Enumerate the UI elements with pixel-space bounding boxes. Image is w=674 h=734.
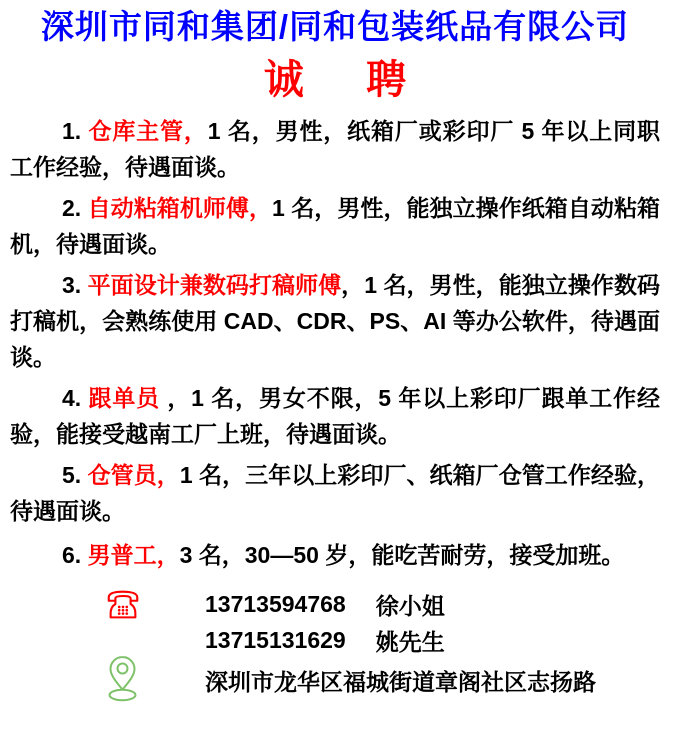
job-title: 平面设计兼数码打稿师傅: [87, 272, 342, 298]
job-item-3: [10, 267, 660, 375]
job-title: 跟单员: [88, 385, 161, 411]
contact-person: 徐小姐: [375, 592, 445, 619]
job-list: [10, 113, 660, 573]
address-text: 深圳市龙华区福城街道章阁社区志扬路: [205, 668, 596, 695]
address-block: [10, 658, 660, 708]
job-number: 6.: [62, 542, 88, 568]
contact-person: 姚先生: [375, 628, 445, 655]
job-description: 1 名，男性，能独立操作纸箱自动粘箱机，待遇面谈。: [10, 195, 661, 257]
recruiting-heading: 诚 聘: [263, 58, 407, 102]
phone-number: 13713594768: [205, 590, 346, 617]
job-number: 3.: [62, 272, 88, 298]
job-description: ，1 名，男女不限，5 年以上彩印厂跟单工作经验，能接受越南工厂上班，待遇面谈。: [10, 385, 661, 447]
job-description: 1 名，男性，纸箱厂或彩印厂 5 年以上同职工作经验，待遇面谈。: [10, 118, 661, 180]
job-item-6: [10, 537, 660, 573]
job-number: 5.: [62, 462, 88, 488]
job-item-5: [10, 457, 660, 529]
location-icon-cell: [10, 658, 205, 708]
job-title: 自动粘箱机师傅，: [87, 195, 273, 221]
phone-line-1: [205, 586, 660, 622]
location-pin-icon: [104, 653, 141, 703]
job-number: 4.: [62, 385, 89, 411]
job-title: 仓库主管，: [88, 118, 208, 144]
phone-icon-cell: [10, 586, 205, 658]
company-title: 深圳市同和集团/同和包装纸品有限公司: [40, 8, 630, 45]
phone-number: 13715131629: [205, 626, 346, 653]
job-description: 3 名，30—50 岁，能吃苦耐劳，接受加班。: [179, 542, 625, 568]
job-item-4: [10, 380, 660, 452]
job-number: 1.: [62, 118, 89, 144]
job-description: 1 名，三年以上彩印厂、纸箱厂仓管工作经验，待遇面谈。: [10, 462, 660, 524]
job-number: 2.: [62, 195, 88, 221]
job-description: ，1 名，男性，能独立操作数码打稿机，会熟练使用 CAD、CDR、PS、AI 等办公软件，待遇面谈。: [10, 272, 660, 370]
job-title: 仓管员，: [87, 462, 180, 488]
job-item-2: [10, 190, 660, 262]
phone-contact-block: [10, 586, 660, 658]
phone-lines: [205, 586, 660, 658]
phone-icon: [104, 588, 142, 623]
phone-line-2: [205, 622, 660, 658]
address-lines: [205, 658, 660, 708]
contact-section: [10, 586, 660, 708]
job-title: 男普工，: [87, 542, 180, 568]
job-item-1: [10, 113, 660, 185]
